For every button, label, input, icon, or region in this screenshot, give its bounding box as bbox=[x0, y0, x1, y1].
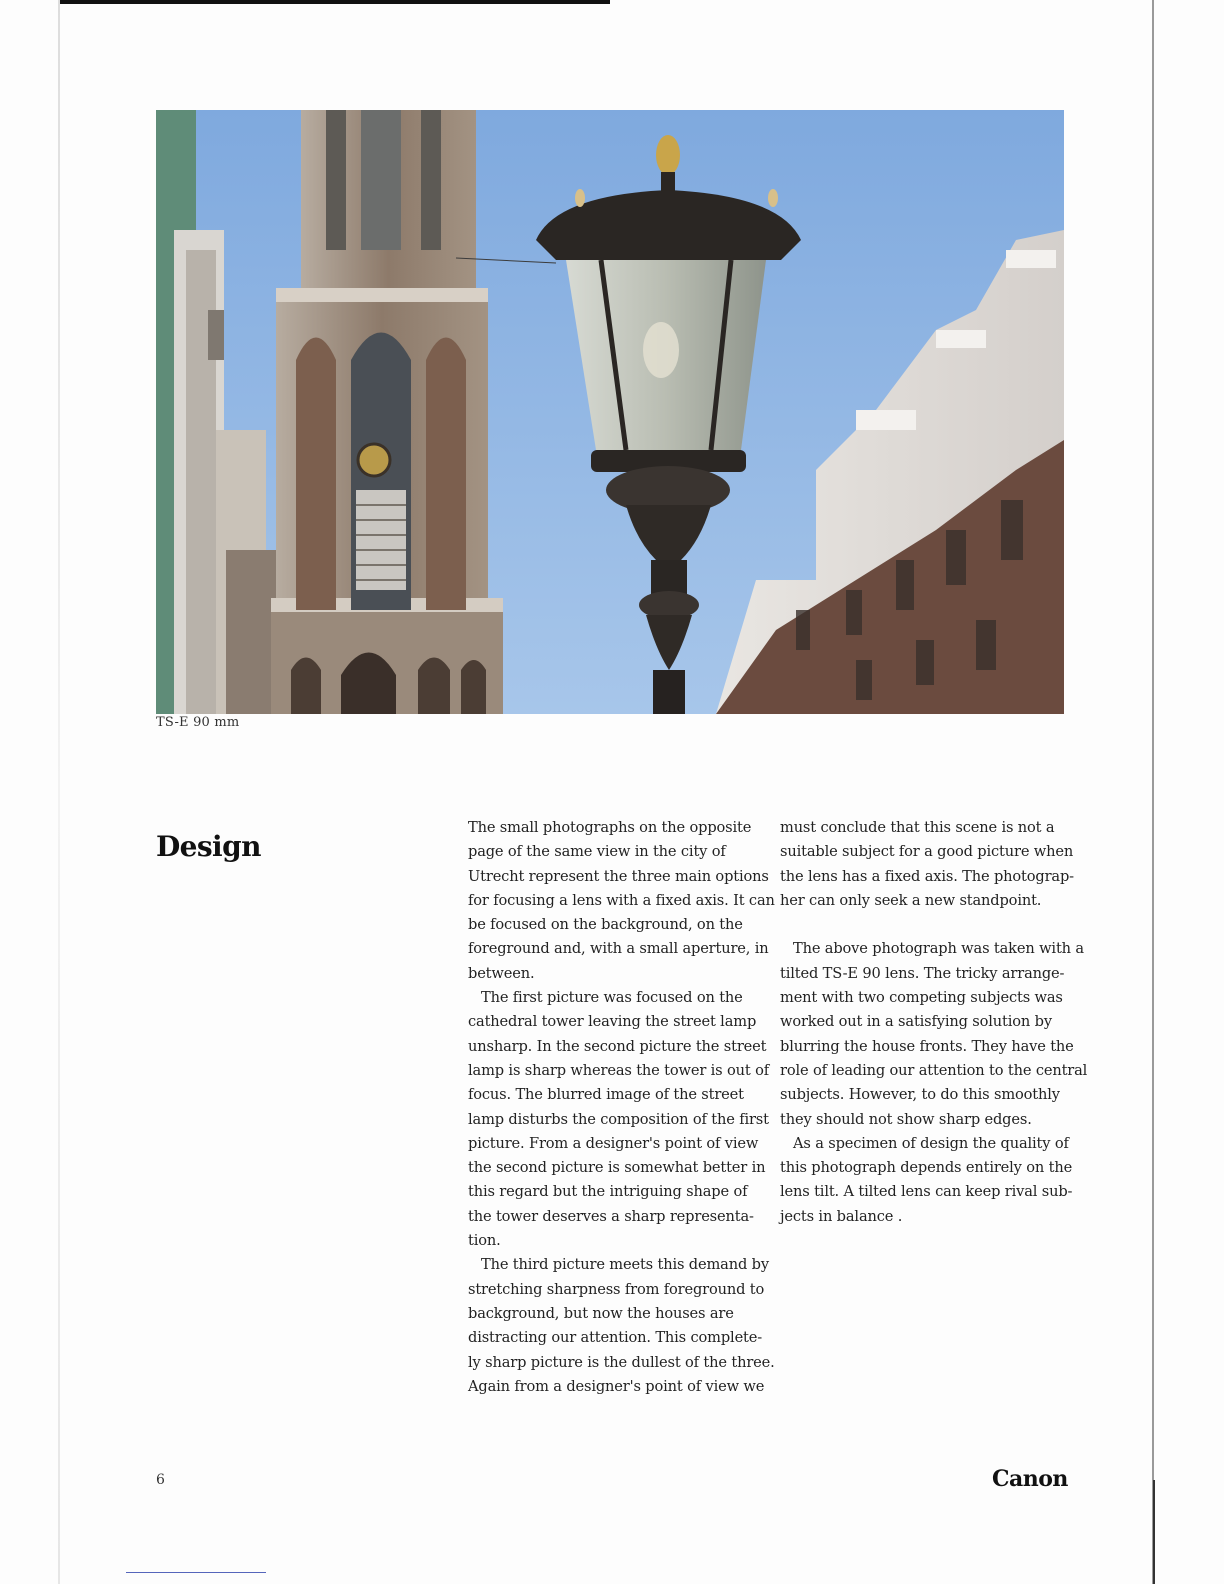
text-line: her can only seek a new standpoint. bbox=[780, 891, 1042, 909]
text-line: worked out in a satisfying solution by bbox=[780, 1013, 1052, 1031]
text-line: tion. bbox=[468, 1232, 501, 1250]
text-line: subjects. However, to do this smoothly bbox=[780, 1086, 1060, 1104]
text-line: ly sharp picture is the dullest of the three. bbox=[468, 1353, 775, 1371]
text-line: The above photograph was taken with a bbox=[793, 940, 1084, 958]
text-line: this regard but the intriguing shape of bbox=[468, 1183, 748, 1201]
text-line: focus. The blurred image of the street bbox=[468, 1086, 744, 1104]
photo-tower-streetlamp bbox=[156, 110, 1064, 714]
scan-left-edge bbox=[58, 0, 60, 1584]
text-line: the lens has a fixed axis. The photograp- bbox=[780, 867, 1074, 885]
text-line: for focusing a lens with a fixed axis. It can bbox=[468, 891, 775, 909]
scan-right-edge-shadow bbox=[1153, 1480, 1155, 1584]
text-line: jects in balance . bbox=[780, 1207, 903, 1225]
text-line: lamp disturbs the composition of the first bbox=[468, 1110, 769, 1128]
text-line: between. bbox=[468, 964, 535, 982]
text-line: suitable subject for a good picture when bbox=[780, 843, 1074, 861]
text-line: the second picture is somewhat better in bbox=[468, 1159, 766, 1177]
text-line: ment with two competing subjects was bbox=[780, 989, 1063, 1007]
text-line: The third picture meets this demand by bbox=[481, 1256, 769, 1274]
paragraph bbox=[780, 816, 1074, 913]
scan-bottom-mark bbox=[126, 1572, 266, 1573]
text-line: be focused on the background, on the bbox=[468, 916, 743, 934]
text-line: page of the same view in the city of bbox=[468, 843, 726, 861]
paragraph-gap bbox=[780, 913, 1070, 937]
text-line: must conclude that this scene is not a bbox=[780, 819, 1055, 836]
text-line: blurring the house fronts. They have the bbox=[780, 1037, 1074, 1055]
text-line: unsharp. In the second picture the street bbox=[468, 1037, 767, 1055]
text-line: Again from a designer's point of view we bbox=[468, 1377, 765, 1395]
text-line: this photograph depends entirely on the bbox=[780, 1159, 1073, 1177]
section-heading: Design bbox=[156, 830, 261, 863]
paragraph bbox=[780, 937, 1088, 1131]
text-line: lamp is sharp whereas the tower is out of bbox=[468, 1061, 769, 1079]
text-line: The small photographs on the opposite bbox=[468, 819, 752, 836]
paragraph bbox=[468, 816, 775, 986]
canon-logo: Canon bbox=[992, 1466, 1068, 1492]
page-number: 6 bbox=[156, 1472, 165, 1488]
text-line: picture. From a designer's point of view bbox=[468, 1134, 759, 1152]
text-line: Utrecht represent the three main options bbox=[468, 867, 769, 885]
text-line: cathedral tower leaving the street lamp bbox=[468, 1013, 757, 1031]
text-line: stretching sharpness from foreground to bbox=[468, 1280, 765, 1298]
photo-caption: TS-E 90 mm bbox=[156, 715, 240, 730]
text-column-left bbox=[468, 816, 775, 1399]
text-column-right bbox=[780, 816, 1088, 1229]
scan-top-edge bbox=[58, 0, 610, 4]
paragraph bbox=[468, 986, 769, 1253]
text-line: lens tilt. A tilted lens can keep rival sub- bbox=[780, 1183, 1073, 1201]
text-line: they should not show sharp edges. bbox=[780, 1110, 1032, 1128]
text-line: As a specimen of design the quality of bbox=[793, 1134, 1069, 1152]
text-line: role of leading our attention to the central bbox=[780, 1061, 1088, 1079]
text-line: The first picture was focused on the bbox=[481, 989, 743, 1007]
paragraph bbox=[780, 1132, 1073, 1229]
text-line: distracting our attention. This complete- bbox=[468, 1329, 763, 1347]
paragraph bbox=[468, 1253, 775, 1399]
text-line: foreground and, with a small aperture, in bbox=[468, 940, 769, 958]
scan-right-edge bbox=[1152, 0, 1154, 1584]
text-line: background, but now the houses are bbox=[468, 1304, 734, 1322]
text-line: tilted TS-E 90 lens. The tricky arrange- bbox=[780, 964, 1065, 982]
text-line: the tower deserves a sharp representa- bbox=[468, 1207, 754, 1225]
